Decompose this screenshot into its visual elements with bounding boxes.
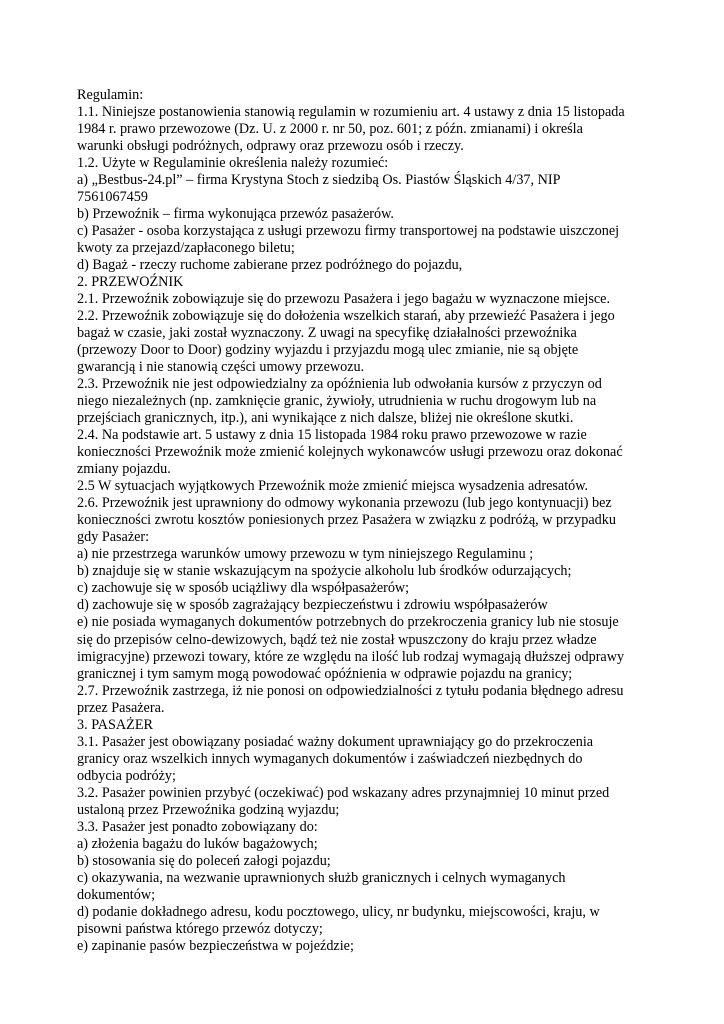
document-text-line: d) zachowuje się w sposób zagrażający bezpieczeństwu i zdrowiu współpasażerów [77,597,548,614]
document-text-line: c) Pasażer - osoba korzystająca z usługi przewozu firmy transportowej na podstawie uiszczonej [77,223,620,240]
document-text-line: gwarancją i nie stanowią części umowy przewozu. [77,359,365,376]
document-text-line: d) Bagaż - rzeczy ruchome zabierane przez podróżnego do pojazdu, [77,257,463,274]
document-text-line: 3.2. Pasażer powinien przybyć (oczekiwać) pod wskazany adres przynajmniej 10 minut przed [77,784,610,801]
document-text-line: 7561067459 [77,189,148,206]
document-text-line: przez Pasażera. [77,699,165,716]
document-text-line: e) zapinanie pasów bezpieczeństwa w pojeździe; [77,937,354,954]
document-text-line: 1984 r. prawo przewozowe (Dz. U. z 2000 r. nr 50, poz. 601; z późn. zmianami) i określa [77,121,583,138]
document-text-line: granicy oraz wszelkich innych wymaganych dokumentów i zaświadczeń niezbędnych do [77,750,583,767]
document-text-line: imigracyjne) przewozi towary, które ze względu na ilość lub rodzaj wymagają dłuższej odprawy [77,648,625,665]
document-text-line: 2.2. Przewoźnik zobowiązuje się do dołożenia wszelkich starań, aby przewieźć Pasażera i jego [77,308,615,325]
document-text-line: 2.1. Przewoźnik zobowiązuje się do przewozu Pasażera i jego bagażu w wyznaczone miejsce. [77,291,610,308]
document-text-line: gdy Pasażer: [77,529,150,546]
document-text-line: zmiany pojazdu. [77,461,171,478]
document-text-line: 2.5 W sytuacjach wyjątkowych Przewoźnik może zmienić miejsca wysadzenia adresatów. [77,478,589,495]
document-text-line: c) okazywania, na wezwanie uprawnionych służb granicznych i celnych wymaganych [77,869,566,886]
document-text-line: granicznej i tym samym mogą powodować opóźnienia w odprawie pojazdu na granicy; [77,665,573,682]
document-text-line: b) znajduje się w stanie wskazującym na spożycie alkoholu lub środków odurzających; [77,563,572,580]
document-text-line: b) Przewoźnik – firma wykonująca przewóz pasażerów. [77,206,394,223]
document-text-line: a) złożenia bagażu do luków bagażowych; [77,835,318,852]
document-text-line: przejściach granicznych, itp.), ani wynikające z nich dalsze, bliżej nie określone skutki. [77,410,574,427]
document-text-line: (przewozy Door to Door) godziny wyjazdu i przyjazdu mogą ulec zmianie, nie są objęte [77,342,579,359]
document-text-line: niego niezależnych (np. zamknięcie granic, żywioły, utrudnienia w ruchu drogowym lub na [77,393,597,410]
document-text-line: 2.3. Przewoźnik nie jest odpowiedzialny za opóźnienia lub odwołania kursów z przyczyn od [77,376,602,393]
document-text-line: konieczności zwrotu kosztów poniesionych przez Pasażera w związku z podróżą, w przypadku [77,512,616,529]
document-text-line: pisowni państwa którego przewóz dotyczy; [77,920,323,937]
document-text-line: 2.4. Na podstawie art. 5 ustawy z dnia 15 listopada 1984 roku prawo przewozowe w razie [77,427,587,444]
document-text-line: 3.1. Pasażer jest obowiązany posiadać ważny dokument uprawniający go do przekroczenia [77,733,594,750]
document-text-line: konieczności Przewoźnik może zmienić kolejnych wykonawców usługi przewozu oraz dokonać [77,444,623,461]
document-text-line: odbycia podróży; [77,767,176,784]
document-text-line: bagaż w czasie, jaki został wyznaczony. Z uwagi na specyfikę działalności przewoźnika [77,325,577,342]
document-text-line: e) nie posiada wymaganych dokumentów potrzebnych do przekroczenia granicy lub nie stosuje [77,614,619,631]
document-text-line: d) podanie dokładnego adresu, kodu pocztowego, ulicy, nr budynku, miejscowości, kraju, w [77,903,600,920]
document-body [77,87,657,955]
document-text-line: się do przepisów celno-dewizowych, bądź też nie został wpuszczony do kraju przez władze [77,631,597,648]
document-text-line: a) „Bestbus-24.pl” – firma Krystyna Stoch z siedzibą Os. Piastów Śląskich 4/37, NIP [77,172,561,189]
document-text-line: c) zachowuje się w sposób uciążliwy dla współpasażerów; [77,580,410,597]
document-text-line: b) stosowania się do poleceń załogi pojazdu; [77,852,331,869]
document-text-line: dokumentów; [77,886,156,903]
document-text-line: 3.3. Pasażer jest ponadto zobowiązany do: [77,818,318,835]
document-text-line: kwoty za przejazd/zapłaconego biletu; [77,240,295,257]
document-text-line: Regulamin: [77,87,144,103]
document-text-line: 1.2. Użyte w Regulaminie określenia należy rozumieć: [77,155,389,172]
document-text-line: 2. PRZEWOŹNIK [77,274,184,291]
document-text-line: 2.7. Przewoźnik zastrzega, iż nie ponosi on odpowiedzialności z tytułu podania błędnego adresu [77,682,624,699]
document-text-line: warunki obsługi podróżnych, odprawy oraz przewozu osób i rzeczy. [77,138,464,155]
document-text-line: ustaloną przez Przewoźnika godziną wyjazdu; [77,801,340,818]
document-text-line: 2.6. Przewoźnik jest uprawniony do odmowy wykonania przewozu (lub jego kontynuacji) bez [77,495,612,512]
document-text-line: 3. PASAŻER [77,716,153,733]
document-text-line: a) nie przestrzega warunków umowy przewozu w tym niniejszego Regulaminu ; [77,546,534,563]
document-text-line: 1.1. Niniejsze postanowienia stanowią regulamin w rozumieniu art. 4 ustawy z dnia 15 listopada [77,104,625,121]
